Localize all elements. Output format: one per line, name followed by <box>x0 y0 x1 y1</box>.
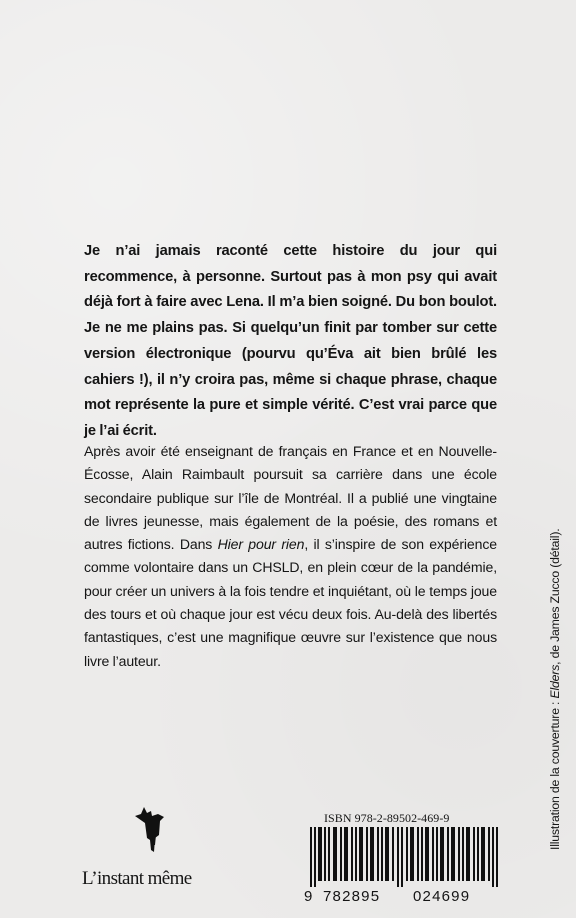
barcode-right-digits: 024699 <box>413 888 471 905</box>
barcode-digits <box>301 888 519 908</box>
black-bird-logo-icon <box>133 805 167 859</box>
publisher-name: L’instant même <box>82 868 192 889</box>
book-title: Hier pour rien <box>217 536 305 553</box>
cover-illustration-credit <box>548 528 562 850</box>
isbn-barcode <box>301 826 519 908</box>
barcode-bars <box>310 827 506 887</box>
barcode-first-digit: 9 <box>304 888 314 905</box>
author-bio-after-title: , il s’inspire de son expérience comme volontaire dans un CHSLD, en plein cœur de la pandémie, pour créer un univers à la fois tendre et inquiétant, où le temps joue des tours et où chaque jour est vécu deux fois. Au-delà des libertés fantastiques, c’est une magnifique œuvre sur l’existence que nous livre l’auteur. <box>84 536 497 669</box>
author-bio <box>84 440 497 673</box>
author-bio-before-title: Après avoir été enseignant de français en France et en Nouvelle-Écosse, Alain Raimbault poursuit sa carrière dans une école secondaire publique sur l’île de Montréal. Il a publié une vingtaine de livres jeunesse, mais également de la poésie, des romans et autres fictions. Dans <box>84 443 497 553</box>
barcode-left-digits: 782895 <box>323 888 381 905</box>
publisher-block <box>78 805 223 900</box>
credit-suffix: , de James Zucco (détail). <box>548 528 562 665</box>
credit-artwork-title: Elders <box>548 664 562 699</box>
credit-prefix: Illustration de la couverture : <box>548 698 562 850</box>
isbn-label: ISBN 978-2-89502-469-9 <box>324 811 450 825</box>
book-excerpt: Je n’ai jamais raconté cette histoire du jour qui recommence, à personne. Surtout pas à mon psy qui avait déjà fort à faire avec Lena. Il m’a bien soigné. Du bon boulot. Je ne me plains pas. Si quelqu’un finit par tomber sur cette version électronique (pourvu qu’Éva ait bien brûlé les cahiers !), il n’y croira pas, même si chaque phrase, chaque mot représente la pure et simple vérité. C’est vrai parce que je l’ai écrit. <box>84 243 497 439</box>
